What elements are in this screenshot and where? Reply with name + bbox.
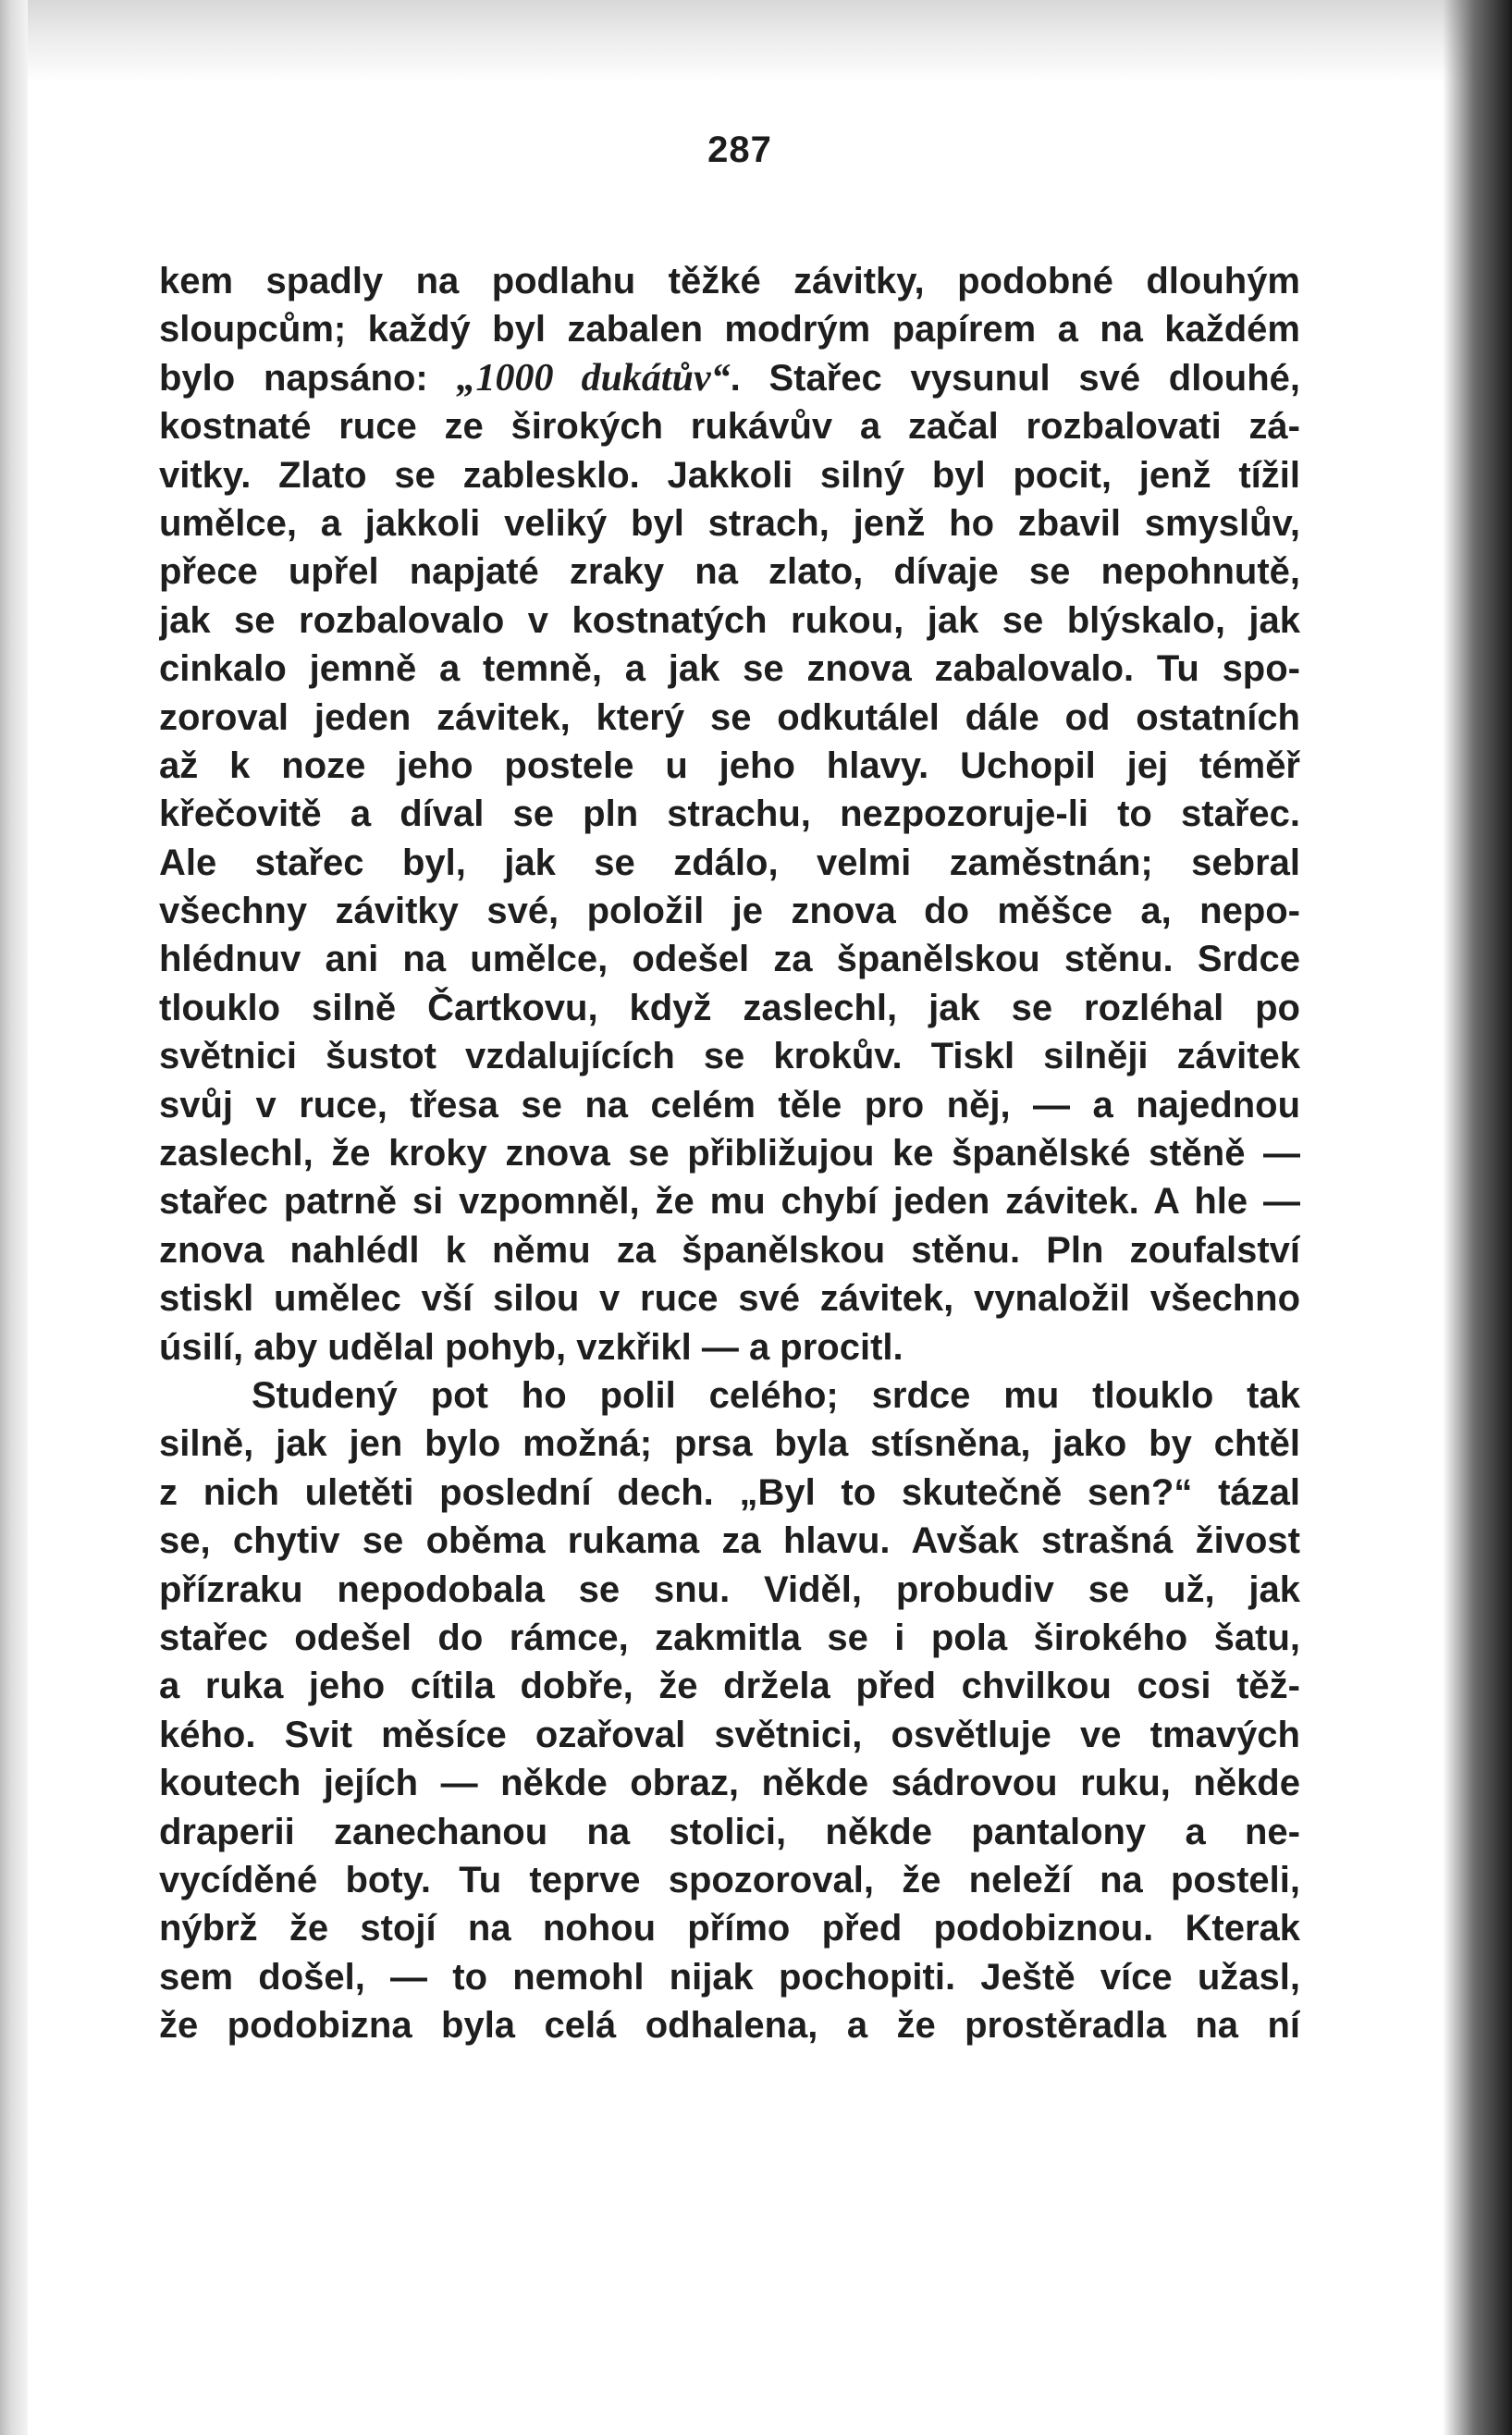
emphasized-text: „1000 dukátův“	[456, 356, 731, 400]
text-line: draperii zanechanou na stolici, někde pantalony a ne-	[159, 1811, 1300, 1852]
text-line: křečovitě a díval se pln strachu, nezpozoruje-li to stařec.	[159, 793, 1300, 835]
text-line: svůj v ruce, třesa se na celém těle pro něj, — a najednou	[159, 1084, 1300, 1125]
text-line: úsilí, aby udělal pohyb, vzkřikl — a procitl.	[159, 1326, 904, 1368]
text-line: stařec odešel do rámce, zakmitla se i pola širokého šatu,	[159, 1617, 1300, 1658]
page-binding-shadow	[0, 0, 28, 2435]
text-line: že podobizna byla celá odhalena, a že prostěradla na ní	[159, 2005, 1300, 2047]
text-line: kem spadly na podlahu těžké závitky, podobné dlouhým	[159, 261, 1300, 301]
text-line: vycíděné boty. Tu teprve spozoroval, že neleží na posteli,	[159, 1859, 1300, 1900]
text-line: hlédnuv ani na umělce, odešel za španělskou stěnu. Srdce	[159, 939, 1300, 980]
text-line: znova nahlédl k němu za španělskou stěnu. Pln zoufalství	[159, 1229, 1300, 1271]
text-line: cinkalo jemně a temně, a jak se znova zabalovalo. Tu spo-	[159, 648, 1300, 690]
text-line: kostnaté ruce ze širokých rukávův a začal rozbalovati zá-	[159, 406, 1300, 448]
text-line: světnici šustot vzdalujících se krokův. Tiskl silněji závitek	[159, 1036, 1300, 1077]
page-edge	[1443, 0, 1512, 2435]
text-line: umělce, a jakkoli veliký byl strach, jenž ho zbavil smyslův,	[159, 502, 1300, 544]
text-line: sloupcům; každý byl zabalen modrým papírem a na každém	[159, 309, 1300, 350]
text-line: stiskl umělec vší silou v ruce své závitek, vynaložil všechno	[159, 1278, 1300, 1320]
text-line: přízraku nepodobala se snu. Viděl, probudiv se už, jak	[159, 1568, 1300, 1610]
text-line: jak se rozbalovalo v kostnatých rukou, jak se blýskalo, jak	[159, 599, 1300, 641]
text-line: všechny závitky své, položil je znova do měšce a, nepo-	[159, 891, 1300, 932]
body-text	[159, 257, 1300, 2049]
text-line: Ale stařec byl, jak se zdálo, velmi zaměstnán; sebral	[159, 842, 1300, 883]
text-line: stařec patrně si vzpomněl, že mu chybí jeden závitek. A hle —	[159, 1181, 1300, 1223]
text-line	[159, 354, 1300, 402]
text-line: vitky. Zlato se zablesklo. Jakkoli silný byl pocit, jenž tížil	[159, 454, 1300, 496]
text-line: tlouklo silně Čartkovu, když zaslechl, jak se rozléhal po	[159, 987, 1300, 1028]
text-line: až k noze jeho postele u jeho hlavy. Uchopil jej téměř	[159, 744, 1300, 786]
text-line: kého. Svit měsíce ozařoval světnici, osvětluje ve tmavých	[159, 1714, 1300, 1755]
text-line: sem došel, — to nemohl nijak pochopiti. Ještě více užasl,	[159, 1956, 1300, 1998]
text-line: nýbrž že stojí na nohou přímo před podobiznou. Kterak	[159, 1908, 1300, 1949]
text-line: z nich uletěti poslední dech. „Byl to skutečně sen?“ tázal	[159, 1471, 1300, 1513]
text-segment: . Stařec vysunul své dlouhé,	[730, 357, 1300, 399]
text-segment: bylo napsáno:	[159, 357, 457, 399]
text-line: a ruka jeho cítila dobře, že držela před chvilkou cosi těž-	[159, 1666, 1300, 1707]
text-line: se, chytiv se oběma rukama za hlavu. Avšak strašná živost	[159, 1520, 1300, 1562]
page-number: 287	[707, 129, 772, 170]
text-line: silně, jak jen bylo možná; prsa byla stísněna, jako by chtěl	[159, 1423, 1300, 1465]
text-line: přece upřel napjaté zraky na zlato, dívaje se nepohnutě,	[159, 551, 1300, 593]
text-line: koutech jejích — někde obraz, někde sádrovou ruku, někde	[159, 1763, 1300, 1804]
text-line: zaslechl, že kroky znova se přibližujou ke španělské stěně —	[159, 1133, 1300, 1174]
text-line: Studený pot ho polil celého; srdce mu tlouklo tak	[252, 1374, 1300, 1416]
text-line: zoroval jeden závitek, který se odkutálel dále od ostatních	[159, 696, 1300, 738]
scan-top-shade	[28, 0, 1480, 83]
